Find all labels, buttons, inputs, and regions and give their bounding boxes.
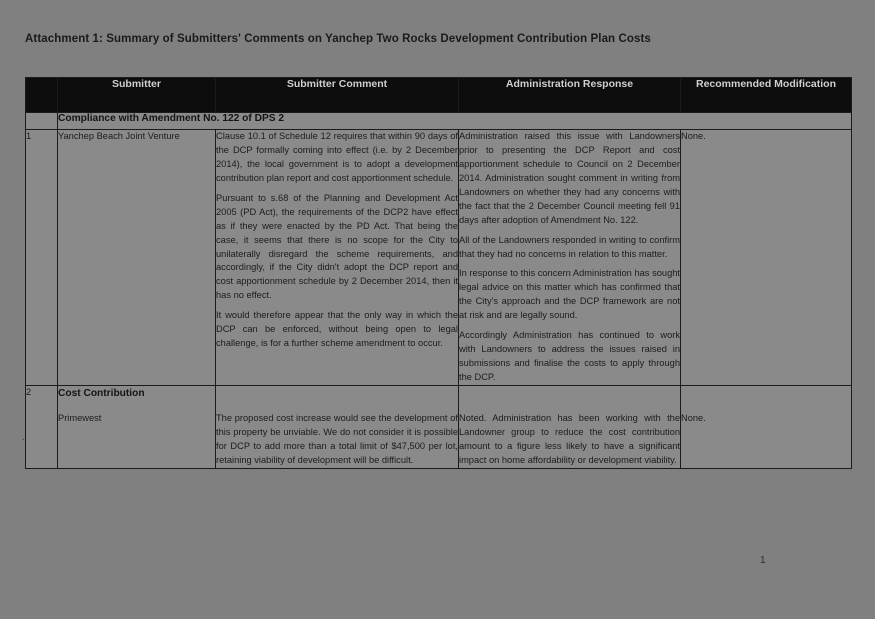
- row-submitter: [58, 130, 216, 386]
- row-submitter: [58, 385, 216, 468]
- row-comment: [216, 385, 459, 468]
- row-response: [459, 385, 681, 468]
- page-number: 1: [760, 555, 766, 566]
- submitter-name: Yanchep Beach Joint Venture: [58, 131, 180, 141]
- column-header-comment: Submitter Comment: [216, 78, 459, 113]
- response-paragraph: Accordingly Administration has continued to work with Landowners to address the issues raised in submissions and finalise the costs to apply through the DCP.: [459, 330, 680, 382]
- section-row-compliance: [26, 113, 852, 130]
- column-header-response: Administration Response: [459, 78, 681, 113]
- row-modification: None.: [681, 130, 852, 386]
- modification-text: None.: [681, 412, 706, 423]
- section-number-cell: [26, 113, 58, 130]
- table-row: [26, 130, 852, 386]
- response-paragraph: Administration raised this issue with Landowners prior to presenting the DCP Report and cost apportionment schedule to Council on 2 December 2014. Administration sought comment in writing from Landowners on whether they had any concerns with the fact that the 2 December Council meeting fell 91 days after adoption of Amendment No. 122.: [459, 131, 680, 225]
- row-number: 2: [26, 385, 58, 468]
- column-header-number: [26, 78, 58, 113]
- row-response: [459, 130, 681, 386]
- comment-paragraph: The proposed cost increase would see the development of this property be unviable. We do not consider it is possible for DCP to add more than a total limit of $47,500 per lot, retaining viability of development will be difficult.: [216, 412, 458, 465]
- section-label: Compliance with Amendment No. 122 of DPS 2: [58, 113, 852, 130]
- row-number: 1: [26, 130, 58, 386]
- comment-paragraph: Pursuant to s.68 of the Planning and Development Act 2005 (PD Act), the requirements of the DCP2 have effect as if they were enacted by the PD Act. That being the case, it seems that there is no scope for the City to unilaterally disregard the scheme requirements, and accordingly, if the City didn't adopt the DCP report and cost apportionment schedule by 2 December 2014, then it has no effect.: [216, 192, 458, 301]
- row-modification: [681, 385, 852, 468]
- table-header: [26, 78, 852, 113]
- submitters-comments-table: [25, 77, 852, 469]
- comment-paragraph: It would therefore appear that the only way in which the DCP can be enforced, without being open to legal challenge, is for a further scheme amendment to occur.: [216, 310, 458, 349]
- row-comment: [216, 130, 459, 386]
- response-paragraph: All of the Landowners responded in writing to confirm that they had no concerns in relation to this matter.: [459, 234, 680, 259]
- table-row: [26, 385, 852, 468]
- margin-marker: .: [22, 432, 25, 442]
- section-label: Cost Contribution: [58, 387, 145, 399]
- submitter-name: Primewest: [58, 413, 102, 424]
- page-title: Attachment 1: Summary of Submitters' Comments on Yanchep Two Rocks Development Contribution Plan Costs: [25, 33, 651, 45]
- response-paragraph: In response to this concern Administration has sought legal advice on this matter which has confirmed that the City's approach and the DCP framework are not at risk and are legally sound.: [459, 268, 680, 321]
- column-header-submitter: Submitter: [58, 78, 216, 113]
- comment-paragraph: Clause 10.1 of Schedule 12 requires that within 90 days of the DCP formally coming into effect (i.e. by 2 December 2014), the local government is to adopt a development contribution plan report and cost apportionment schedule.: [216, 131, 458, 183]
- response-paragraph: Noted. Administration has been working with the Landowner group to reduce the cost contribution amount to a figure less likely to have a significant impact on home affordability or development viability.: [459, 412, 680, 465]
- column-header-modification: Recommended Modification: [681, 78, 852, 113]
